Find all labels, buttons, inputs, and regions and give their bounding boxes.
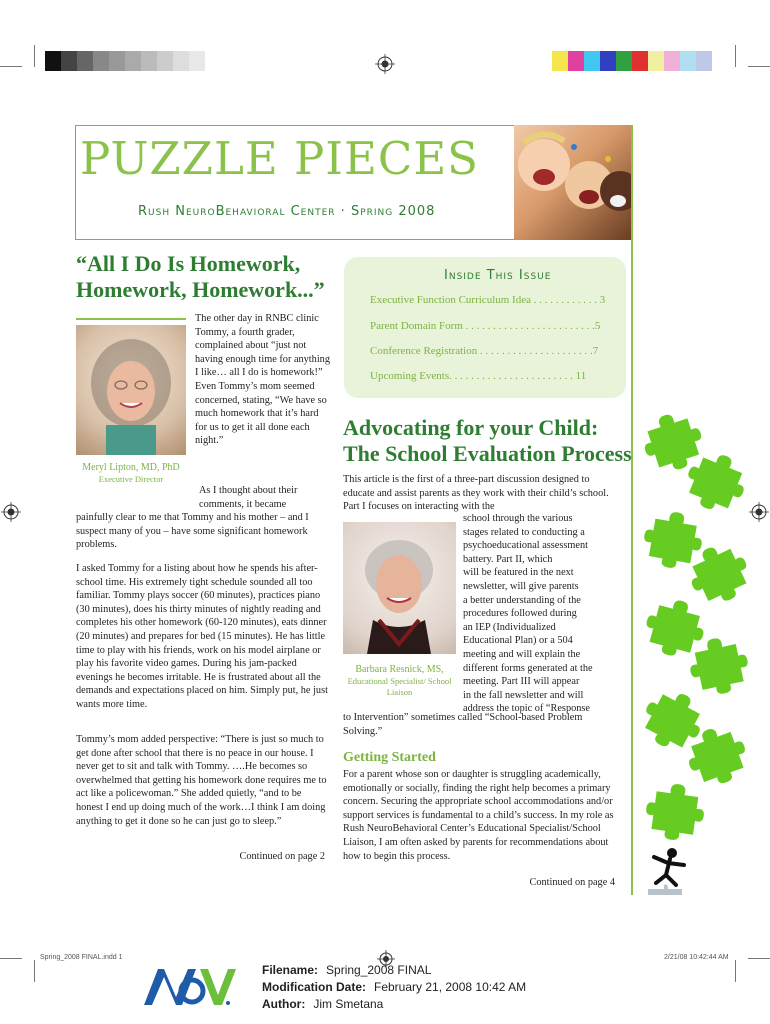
print-timestamp: 2/21/08 10:42:44 AM xyxy=(664,954,729,961)
children-laughing-photo xyxy=(514,125,631,240)
color-swatch xyxy=(552,51,568,71)
color-swatch xyxy=(189,51,205,71)
wrap-line: in the fall newsletter and will xyxy=(463,689,584,701)
jumping-figure-icon xyxy=(644,845,696,897)
crop-mark xyxy=(735,45,736,67)
wrap-line: procedures followed during xyxy=(463,608,577,620)
color-swatch xyxy=(632,51,648,71)
second-article-headline: Advocating for your Child: The School Evaluation Process xyxy=(343,415,632,466)
indd-file-slug: Spring_2008 FINAL.indd 1 xyxy=(40,954,123,961)
color-swatch xyxy=(109,51,125,71)
lead-author-name: Meryl Lipton, MD, PhD xyxy=(82,462,180,473)
crop-mark xyxy=(748,958,770,959)
color-swatch xyxy=(568,51,584,71)
getting-started-text: For a parent whose son or daughter is struggling academically, emotionally or socially, finding the right help becomes a primary concern. Securing the appropriate school accommodations and/or support services is fundamental to a child’s success. In my role as Rush NeuroBehavioral Center’s Educational Specialist/School Liaison, I am often asked by parents for recommendations about how to begin this process. xyxy=(343,769,614,862)
lead-author-title: Executive Director xyxy=(98,474,164,484)
wrap-line: different forms generated at the xyxy=(463,662,593,674)
photo-top-rule xyxy=(76,318,186,320)
barbara-resnick-portrait xyxy=(343,522,456,654)
registration-target-icon xyxy=(749,502,769,522)
meta-filename-label: Filename: xyxy=(262,963,319,977)
newsletter-title: PUZZLE PIECES xyxy=(80,132,479,185)
meta-author-value: Jim Smetana xyxy=(313,997,384,1011)
wrap-line: a better understanding of the xyxy=(463,594,581,606)
wrap-line: an IEP (Individualized xyxy=(463,621,556,633)
wrap-line: battery. Part II, which xyxy=(463,553,553,565)
second-author-name: Barbara Resnick, MS, xyxy=(355,664,444,675)
lead-continued-link[interactable]: Continued on page 2 xyxy=(239,851,325,862)
color-swatch xyxy=(45,51,61,71)
lead-article-headline: “All I Do Is Homework, Homework, Homework...” xyxy=(76,251,325,302)
puzzle-piece-icon xyxy=(685,452,747,510)
color-swatch xyxy=(125,51,141,71)
crop-mark xyxy=(735,960,736,982)
wrap-line: school through the various xyxy=(463,513,573,524)
crop-mark xyxy=(34,45,35,67)
wrap-line: address the topic of “Response xyxy=(463,703,590,715)
meta-filename-value: Spring_2008 FINAL xyxy=(326,963,432,977)
meta-author-label: Author: xyxy=(262,997,306,1011)
meryl-lipton-portrait xyxy=(76,325,186,455)
color-swatch xyxy=(664,51,680,71)
meta-moddate-label: Modification Date: xyxy=(262,980,366,994)
color-swatch xyxy=(616,51,632,71)
color-swatch xyxy=(696,51,712,71)
second-author-title: Educational Specialist/ School Liaison xyxy=(347,676,452,697)
second-article-intro: This article is the first of a three-part discussion designed to educate and assist parents as they work with their child’s school. Part I focuses on interacting with the xyxy=(343,474,609,513)
wrap-line: will be featured in the next xyxy=(463,567,574,579)
meta-filename xyxy=(262,963,431,977)
second-article-wrap-text xyxy=(463,512,628,716)
meta-author xyxy=(262,997,383,1011)
right-margin-rule xyxy=(631,125,633,895)
crop-mark xyxy=(0,66,22,67)
color-swatch xyxy=(600,51,616,71)
wrap-line: meeting and will explain the xyxy=(463,648,581,660)
puzzle-piece-icon xyxy=(688,636,750,694)
meta-moddate-value: February 21, 2008 10:42 AM xyxy=(374,980,527,994)
getting-started-subhead: Getting Started xyxy=(343,750,436,765)
toc-item-conference-registration[interactable]: Conference Registration . . . . . . . . . . . . . . . . . . . . .7 xyxy=(370,345,599,357)
second-continued-link[interactable]: Continued on page 4 xyxy=(529,877,615,888)
toc-item-parent-domain-form[interactable]: Parent Domain Form . . . . . . . . . . . . . . . . . . . . . . . .5 xyxy=(370,320,601,332)
lead-article-p2: painfully clear to me that Tommy and his mother – and I suspect many of you – have some significant homework problems. xyxy=(76,512,309,551)
wrap-line: psychoeducational assessment xyxy=(463,540,588,552)
puzzle-piece-icon xyxy=(688,544,750,602)
lead-article-p2-start: As I thought about their comments, it became xyxy=(199,485,298,510)
color-swatch xyxy=(648,51,664,71)
inside-this-issue-title: Inside This Issue xyxy=(444,268,552,283)
color-swatch xyxy=(680,51,696,71)
color-swatch xyxy=(584,51,600,71)
puzzle-piece-icon xyxy=(644,782,706,840)
crop-mark xyxy=(748,66,770,67)
registration-target-icon xyxy=(1,502,21,522)
toc-item-upcoming-events[interactable]: Upcoming Events. . . . . . . . . . . . . . . . . . . . . . . 11 xyxy=(370,370,587,382)
color-swatch xyxy=(61,51,77,71)
color-swatch xyxy=(93,51,109,71)
color-swatch xyxy=(77,51,93,71)
nova-logo-icon xyxy=(140,963,240,1009)
crop-mark xyxy=(34,960,35,982)
toc-item-executive-function[interactable]: Executive Function Curriculum Idea . . . . . . . . . . . . 3 xyxy=(370,294,606,306)
wrap-line: meeting. Part III will appear xyxy=(463,676,580,688)
wrap-line: Educational Plan) or a 504 xyxy=(463,635,573,647)
meta-moddate xyxy=(262,980,526,994)
registration-target-icon xyxy=(375,54,395,74)
lead-article-p3: I asked Tommy for a listing about how he spends his after-school time. His extremely tight schedule sounded all too familiar. Tommy plays soccer (60 minutes), practices piano (30 minutes), does his thirty minutes of nightly reading and completes his other homework (60-120 minutes), eats dinner (20 minutes) and prepares for bed (15 minutes). He has little time to play with his friends, work on his model airplane or play his favorite video games. During his jam-packed evenings he becomes irritable. He is frustrated about all the demands and expectations placed on him. Simply put, he just wants more time. xyxy=(76,563,328,710)
newsletter-subtitle: Rush NeuroBehavioral Center · Spring 2008 xyxy=(138,204,436,219)
wrap-line: stages related to conducting a xyxy=(463,526,585,538)
puzzle-piece-icon xyxy=(686,726,748,784)
color-swatch xyxy=(141,51,157,71)
second-article-closing: to Intervention” sometimes called “School-based Problem Solving.” xyxy=(343,712,583,737)
color-swatch xyxy=(173,51,189,71)
lead-article-p4: Tommy’s mom added perspective: “There is just so much to get done after school that there is no peace in our house. I never get to sit and talk with Tommy. ….He becomes so overwhelmed that getting his homework done requires me to act like a policewoman.” She added quietly, “and to be honest I end up doing much of the work…I think I am doing anything to get it done so he can just go to sleep.” xyxy=(76,734,327,827)
crop-mark xyxy=(0,958,22,959)
lead-article-intro: The other day in RNBC clinic Tommy, a fourth grader, complained about “just not having enough time for anything I like… all I do is homework!” Even Tommy’s mom seemed concerned, stating, “We have so much homework that it’s hard for us to get it all done each night.” xyxy=(195,313,330,447)
wrap-line: newsletter, will give parents xyxy=(463,580,579,592)
color-swatch xyxy=(157,51,173,71)
